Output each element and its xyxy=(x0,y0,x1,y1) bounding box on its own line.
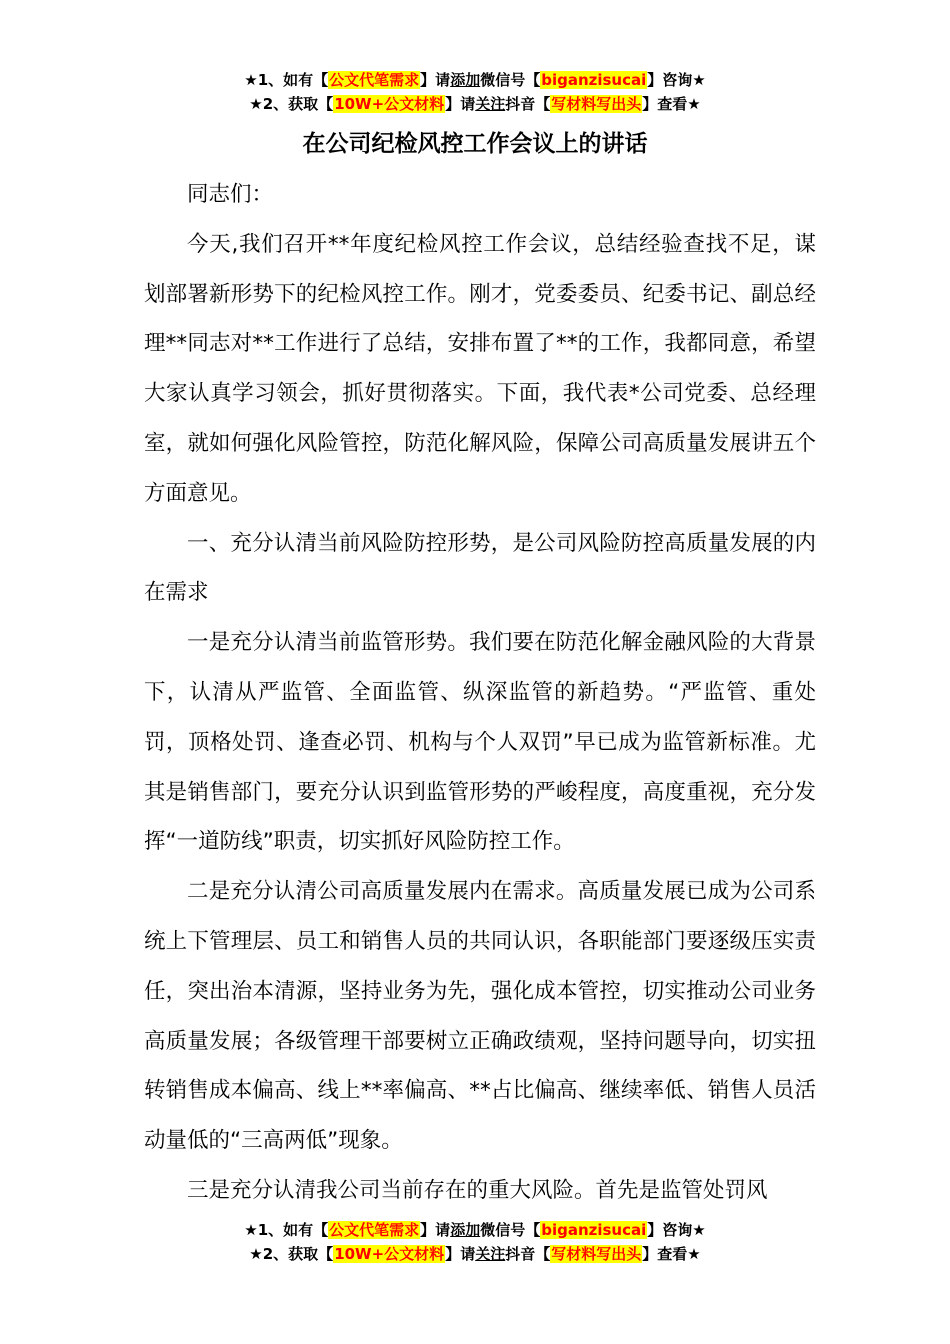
paragraph: 二是充分认清公司高质量发展内在需求。高质量发展已成为公司系统上下管理层、员工和销售人员的共同认识，各职能部门要逐级压实责任，突出治本清源，坚持业务为先，强化成本管控，切实推动公司业务高质量发展；各级管理干部要树立正确政绩观，坚持问题导向，切实扭转销售成本偏高、线上**率偏高、**占比偏高、继续率低、销售人员活动量低的“三高两低”现象。 xyxy=(144,879,816,1154)
banner-text: 】请 xyxy=(420,1221,451,1239)
banner-text: 】查看★ xyxy=(642,1245,701,1263)
banner-underline: 添加 xyxy=(450,1221,481,1239)
paragraph: 三是充分认清我公司当前存在的重大风险。首先是监管处罚风 xyxy=(187,1177,768,1203)
banner-underline: 关注 xyxy=(475,1245,506,1263)
banner-text: 抖音【 xyxy=(505,1245,551,1263)
banner-line-1 xyxy=(0,1218,950,1242)
document-body xyxy=(144,170,816,1216)
salutation: 同志们： xyxy=(187,182,274,207)
banner-highlight: 写材料写出头 xyxy=(551,1245,642,1263)
paragraph: 今天,我们召开**年度纪检风控工作会议，总结经验查找不足，谋划部署新形势下的纪检风控工作。刚才，党委委员、纪委书记、副总经理**同志对**工作进行了总结，安排布置了**的工作，我都同意，希望大家认真学习领会，抓好贯彻落实。下面，我代表*公司党委、总经理室，就如何强化风险管控，防范化解风险，保障公司高质量发展讲五个方面意见。 xyxy=(144,231,816,506)
banner-text: 微信号【 xyxy=(480,71,541,89)
banner-highlight: 公文代笔需求 xyxy=(329,1221,420,1239)
banner-text: 微信号【 xyxy=(480,1221,541,1239)
banner-highlight: biganzisucai xyxy=(541,71,647,89)
banner-highlight: 写材料写出头 xyxy=(551,95,642,113)
banner-highlight: biganzisucai xyxy=(541,1221,647,1239)
banner-highlight: 10W+公文材料 xyxy=(334,1245,445,1263)
banner-underline: 添加 xyxy=(450,71,481,89)
header-banner xyxy=(0,68,950,116)
banner-text: 】请 xyxy=(445,95,476,113)
section-heading: 一、充分认清当前风险防控形势，是公司风险防控高质量发展的内在需求 xyxy=(144,530,816,606)
banner-line-1 xyxy=(0,68,950,92)
banner-text: ★1、如有【 xyxy=(244,1221,329,1239)
banner-text: ★1、如有【 xyxy=(244,71,329,89)
banner-highlight: 公文代笔需求 xyxy=(329,71,420,89)
banner-text: 】请 xyxy=(420,71,451,89)
banner-line-2 xyxy=(0,92,950,116)
banner-line-2 xyxy=(0,1242,950,1266)
banner-text: ★2、获取【 xyxy=(249,95,334,113)
banner-highlight: 10W+公文材料 xyxy=(334,95,445,113)
banner-underline: 关注 xyxy=(475,95,506,113)
banner-text: 】咨询★ xyxy=(647,71,706,89)
document-title: 在公司纪检风控工作会议上的讲话 xyxy=(302,131,648,157)
banner-text: 】咨询★ xyxy=(647,1221,706,1239)
paragraph: 一是充分认清当前监管形势。我们要在防范化解金融风险的大背景下，认清从严监管、全面监管、纵深监管的新趋势。“严监管、重处罚，顶格处罚、逢查必罚、机构与个人双罚”早已成为监管新标准。尤其是销售部门，要充分认识到监管形势的严峻程度，高度重视，充分发挥“一道防线”职责，切实抓好风险防控工作。 xyxy=(144,630,816,855)
banner-text: ★2、获取【 xyxy=(249,1245,334,1263)
footer-banner xyxy=(0,1218,950,1266)
banner-text: 】查看★ xyxy=(642,95,701,113)
banner-text: 】请 xyxy=(445,1245,476,1263)
banner-text: 抖音【 xyxy=(505,95,551,113)
